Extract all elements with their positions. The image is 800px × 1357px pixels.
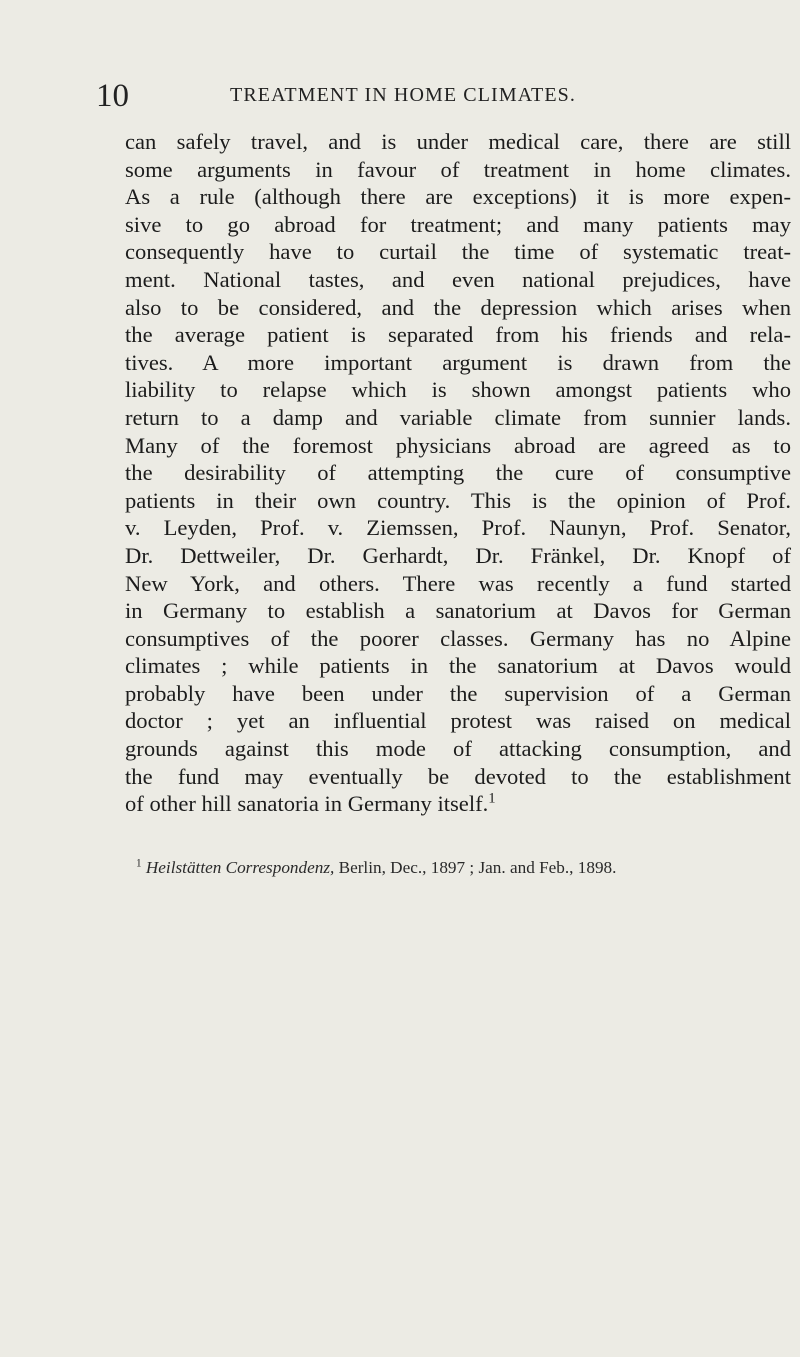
- text-line: in Germany to establish a sanatorium at Davos for German: [125, 598, 791, 624]
- text-line: ment. National tastes, and even national prejudices, have: [125, 266, 791, 292]
- text-line: Dr. Dettweiler, Dr. Gerhardt, Dr. Fränkel, Dr. Knopf of: [125, 542, 791, 568]
- footnote-marker: 1: [136, 857, 142, 870]
- text-line: the average patient is separated from his friends and rela-: [125, 322, 791, 348]
- text-line: liability to relapse which is shown amongst patients who: [125, 377, 791, 403]
- text-line: sive to go abroad for treatment; and many patients may: [125, 211, 791, 237]
- footnote-source-title: Heilstätten Correspondenz,: [145, 858, 335, 877]
- text-line: consumptives of the poorer classes. Germany has no Alpine: [125, 625, 791, 651]
- text-line: grounds against this mode of attacking consumption, and: [125, 736, 791, 762]
- page-number: 10: [96, 78, 129, 114]
- text-line: the desirability of attempting the cure of consumptive: [125, 460, 791, 486]
- text-line: probably have been under the supervision of a German: [125, 680, 791, 706]
- body-text: [125, 128, 791, 818]
- footnote-reference: 1: [488, 790, 496, 807]
- text-line: the fund may eventually be devoted to the establishment: [125, 763, 791, 789]
- text-line: patients in their own country. This is the opinion of Prof.: [125, 487, 791, 513]
- running-head: TREATMENT IN HOME CLIMATES.: [230, 84, 576, 106]
- text-line: some arguments in favour of treatment in home climates.: [125, 156, 791, 182]
- text-line: v. Leyden, Prof. v. Ziemssen, Prof. Naunyn, Prof. Senator,: [125, 515, 791, 541]
- text-line-last: [125, 790, 791, 818]
- footnote: [136, 858, 616, 879]
- text-line: climates ; while patients in the sanatorium at Davos would: [125, 653, 791, 679]
- text-line: can safely travel, and is under medical care, there are still: [125, 129, 791, 154]
- text-line: consequently have to curtail the time of systematic treat-: [125, 239, 791, 265]
- text-line: also to be considered, and the depression which arises when: [125, 294, 791, 320]
- text-line-content: of other hill sanatoria in Germany itself.: [125, 791, 489, 817]
- text-line: tives. A more important argument is drawn from the: [125, 349, 791, 375]
- text-line: Many of the foremost physicians abroad are agreed as to: [125, 432, 791, 458]
- footnote-citation: Berlin, Dec., 1897 ; Jan. and Feb., 1898.: [334, 858, 617, 877]
- text-line: doctor ; yet an influential protest was raised on medical: [125, 708, 791, 734]
- text-line: New York, and others. There was recently a fund started: [125, 570, 791, 596]
- text-line: As a rule (although there are exceptions) it is more expen-: [125, 184, 791, 210]
- text-line: return to a damp and variable climate from sunnier lands.: [125, 404, 791, 430]
